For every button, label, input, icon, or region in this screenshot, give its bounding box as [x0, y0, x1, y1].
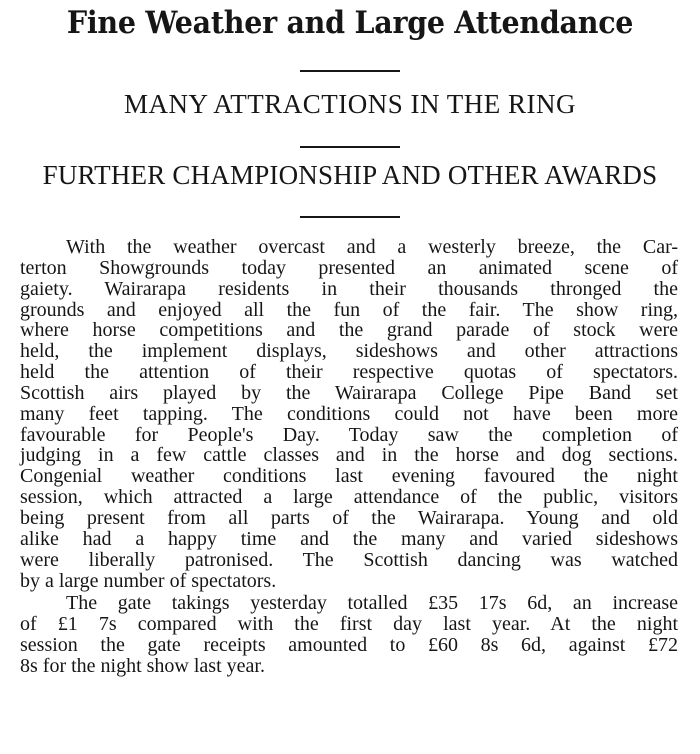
text-line: favourable for People's Day. Today saw the completion of — [20, 423, 678, 446]
text-line: The gate takings yesterday totalled £35 17s 6d, an increase — [66, 592, 678, 615]
article-body — [20, 237, 678, 677]
paragraph-show-day — [20, 237, 678, 591]
text-line: of £1 7s compared with the first day last year. At the night — [20, 613, 678, 636]
text-line: where horse competitions and the grand parade of stock were — [20, 319, 678, 342]
text-line: held the attention of their respective quotas of spectators. — [20, 361, 678, 384]
headline: Fine Weather and Large Attendance — [66, 5, 634, 41]
text-line: being present from all parts of the Wairarapa. Young and old — [20, 506, 678, 529]
subheading-attractions: MANY ATTRACTIONS IN THE RING — [124, 89, 576, 119]
text-line: session the gate receipts amounted to £60 8s 6d, against £72 — [20, 634, 678, 657]
subheading-awards: FURTHER CHAMPIONSHIP AND OTHER AWARDS — [42, 160, 658, 190]
text-line: by a large number of spectators. — [20, 569, 277, 592]
text-line: grounds and enjoyed all the fun of the fair. The show ring, — [20, 298, 678, 321]
paragraph-gate-takings — [20, 593, 678, 676]
text-line: terton Showgrounds today presented an animated scene of — [20, 256, 678, 279]
text-line: judging in a few cattle classes and in the horse and dog sections. — [20, 444, 678, 467]
text-line: were liberally patronised. The Scottish dancing was watched — [20, 548, 678, 571]
divider-rule — [300, 146, 400, 148]
divider-rule — [300, 70, 400, 72]
text-line: With the weather overcast and a westerly breeze, the Car- — [66, 236, 678, 258]
text-line: Congenial weather conditions last evening favoured the night — [20, 465, 678, 488]
text-line: many feet tapping. The conditions could not have been more — [20, 402, 678, 425]
text-line: 8s for the night show last year. — [20, 654, 265, 677]
divider-rule — [300, 216, 400, 218]
text-line: alike had a happy time and the many and varied sideshows — [20, 527, 678, 550]
text-line: gaiety. Wairarapa residents in their thousands thronged the — [20, 277, 678, 300]
text-line: Scottish airs played by the Wairarapa College Pipe Band set — [20, 381, 678, 404]
text-line: session, which attracted a large attendance of the public, visitors — [20, 486, 678, 509]
text-line: held, the implement displays, sideshows and other attractions — [20, 340, 678, 363]
